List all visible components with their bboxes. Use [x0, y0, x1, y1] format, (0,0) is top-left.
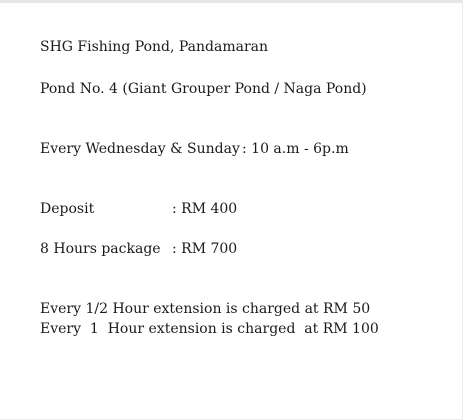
half-hour-extension-text: Every 1/2 Hour extension is charged at RM 50 [40, 301, 371, 317]
deposit-label: Deposit [40, 201, 95, 217]
one-hour-extension-text: Every 1 Hour extension is charged at RM 100 [40, 321, 379, 337]
package-label: 8 Hours package [40, 241, 161, 257]
package-value: : RM 700 [172, 241, 238, 257]
opening-hours-value: : 10 a.m - 6p.m [242, 141, 349, 157]
document-title: SHG Fishing Pond, Pandamaran [40, 39, 269, 55]
opening-hours-row [40, 140, 349, 158]
deposit-value: : RM 400 [172, 201, 238, 217]
opening-hours-label: Every Wednesday & Sunday [40, 141, 240, 157]
pond-name: Pond No. 4 (Giant Grouper Pond / Naga Pond) [40, 81, 367, 97]
package-row [40, 240, 237, 258]
deposit-row [40, 200, 237, 218]
